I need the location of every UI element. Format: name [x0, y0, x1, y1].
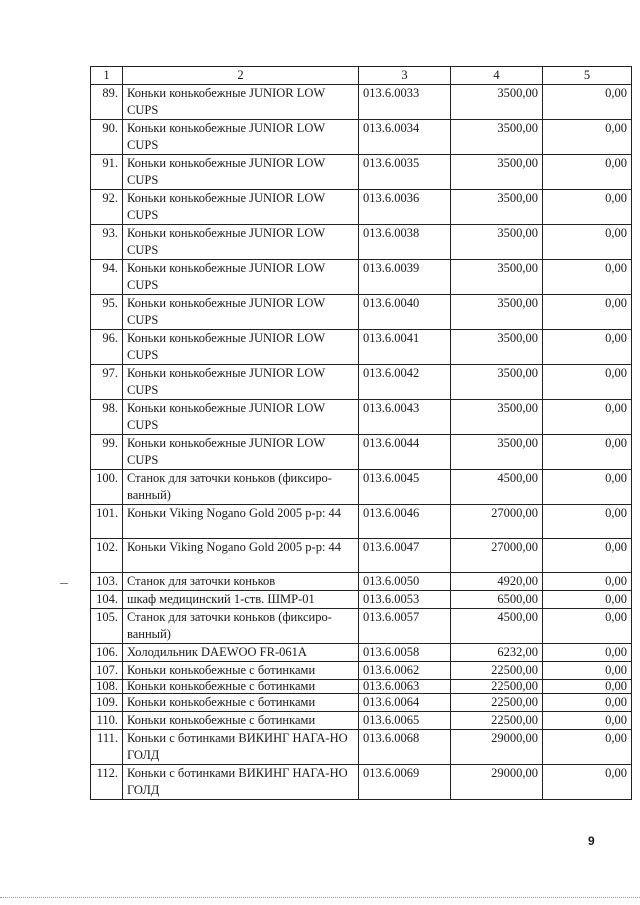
cost-cell: 3500,00 [451, 365, 543, 400]
item-name-cell: Коньки конькобежные JUNIOR LOW CUPS [123, 365, 359, 400]
item-name-cell: Коньки Viking Nogano Gold 2005 р-р: 44 [123, 505, 359, 539]
cost-cell: 27000,00 [451, 539, 543, 573]
table-row [91, 505, 632, 539]
header-col-3: 3 [359, 67, 451, 85]
header-col-4: 4 [451, 67, 543, 85]
item-name-cell: Коньки конькобежные JUNIOR LOW CUPS [123, 155, 359, 190]
inventory-code-cell: 013.6.0057 [359, 609, 451, 644]
inventory-code-cell: 013.6.0043 [359, 400, 451, 435]
table-row [91, 609, 632, 644]
table-row [91, 680, 632, 694]
inventory-code-cell: 013.6.0035 [359, 155, 451, 190]
table-row [91, 730, 632, 765]
row-number-cell: 105. [91, 609, 123, 644]
row-number-cell: 103. [91, 573, 123, 591]
cost-cell: 4500,00 [451, 609, 543, 644]
inventory-code-cell: 013.6.0033 [359, 85, 451, 120]
residual-value-cell: 0,00 [543, 190, 632, 225]
table-row [91, 365, 632, 400]
item-name-cell: Коньки конькобежные JUNIOR LOW CUPS [123, 400, 359, 435]
cost-cell: 22500,00 [451, 662, 543, 680]
cost-cell: 29000,00 [451, 765, 543, 800]
table-row [91, 85, 632, 120]
item-name-cell: Коньки конькобежные с ботинками [123, 680, 359, 694]
row-number-cell: 108. [91, 680, 123, 694]
footer-rule [0, 897, 640, 898]
row-number-cell: 98. [91, 400, 123, 435]
residual-value-cell: 0,00 [543, 730, 632, 765]
residual-value-cell: 0,00 [543, 539, 632, 573]
residual-value-cell: 0,00 [543, 694, 632, 712]
row-number-cell: 91. [91, 155, 123, 190]
inventory-code-cell: 013.6.0063 [359, 680, 451, 694]
cost-cell: 4500,00 [451, 470, 543, 505]
inventory-code-cell: 013.6.0045 [359, 470, 451, 505]
residual-value-cell: 0,00 [543, 365, 632, 400]
cost-cell: 3500,00 [451, 120, 543, 155]
header-col-1: 1 [91, 67, 123, 85]
row-number-cell: 93. [91, 225, 123, 260]
item-name-cell: Станок для заточки коньков (фиксиро-ванный) [123, 470, 359, 505]
table-row [91, 225, 632, 260]
residual-value-cell: 0,00 [543, 662, 632, 680]
item-name-cell: Коньки конькобежные JUNIOR LOW CUPS [123, 120, 359, 155]
item-name-cell: Коньки конькобежные JUNIOR LOW CUPS [123, 225, 359, 260]
cost-cell: 6232,00 [451, 644, 543, 662]
residual-value-cell: 0,00 [543, 591, 632, 609]
item-name-cell: Коньки конькобежные с ботинками [123, 712, 359, 730]
row-number-cell: 97. [91, 365, 123, 400]
table-row [91, 662, 632, 680]
cost-cell: 6500,00 [451, 591, 543, 609]
residual-value-cell: 0,00 [543, 712, 632, 730]
item-name-cell: Коньки Viking Nogano Gold 2005 р-р: 44 [123, 539, 359, 573]
cost-cell: 27000,00 [451, 505, 543, 539]
cost-cell: 3500,00 [451, 225, 543, 260]
row-number-cell: 99. [91, 435, 123, 470]
residual-value-cell: 0,00 [543, 225, 632, 260]
cost-cell: 4920,00 [451, 573, 543, 591]
row-number-cell: 112. [91, 765, 123, 800]
row-number-cell: 92. [91, 190, 123, 225]
item-name-cell: Станок для заточки коньков (фиксиро-ванный) [123, 609, 359, 644]
row-number-cell: 89. [91, 85, 123, 120]
residual-value-cell: 0,00 [543, 680, 632, 694]
row-number-cell: 102. [91, 539, 123, 573]
table-body [91, 85, 632, 800]
table-row [91, 573, 632, 591]
inventory-code-cell: 013.6.0040 [359, 295, 451, 330]
inventory-code-cell: 013.6.0047 [359, 539, 451, 573]
row-number-cell: 100. [91, 470, 123, 505]
row-number-cell: 104. [91, 591, 123, 609]
item-name-cell: Коньки конькобежные JUNIOR LOW CUPS [123, 435, 359, 470]
residual-value-cell: 0,00 [543, 155, 632, 190]
inventory-code-cell: 013.6.0044 [359, 435, 451, 470]
table-row [91, 435, 632, 470]
cost-cell: 3500,00 [451, 155, 543, 190]
margin-mark [60, 583, 68, 584]
cost-cell: 3500,00 [451, 400, 543, 435]
cost-cell: 29000,00 [451, 730, 543, 765]
inventory-code-cell: 013.6.0034 [359, 120, 451, 155]
inventory-code-cell: 013.6.0046 [359, 505, 451, 539]
item-name-cell: Коньки с ботинками ВИКИНГ НАГА-НО ГОЛД [123, 765, 359, 800]
inventory-code-cell: 013.6.0062 [359, 662, 451, 680]
residual-value-cell: 0,00 [543, 295, 632, 330]
table-row [91, 765, 632, 800]
item-name-cell: Коньки конькобежные JUNIOR LOW CUPS [123, 330, 359, 365]
inventory-code-cell: 013.6.0058 [359, 644, 451, 662]
inventory-code-cell: 013.6.0068 [359, 730, 451, 765]
residual-value-cell: 0,00 [543, 609, 632, 644]
item-name-cell: Коньки конькобежные JUNIOR LOW CUPS [123, 260, 359, 295]
item-name-cell: Станок для заточки коньков [123, 573, 359, 591]
residual-value-cell: 0,00 [543, 505, 632, 539]
inventory-code-cell: 013.6.0069 [359, 765, 451, 800]
inventory-code-cell: 013.6.0039 [359, 260, 451, 295]
cost-cell: 3500,00 [451, 190, 543, 225]
table-row [91, 400, 632, 435]
inventory-code-cell: 013.6.0036 [359, 190, 451, 225]
inventory-code-cell: 013.6.0053 [359, 591, 451, 609]
item-name-cell: Коньки конькобежные с ботинками [123, 694, 359, 712]
cost-cell: 3500,00 [451, 295, 543, 330]
inventory-table [90, 66, 632, 800]
item-name-cell: Коньки конькобежные с ботинками [123, 662, 359, 680]
inventory-code-cell: 013.6.0064 [359, 694, 451, 712]
row-number-cell: 101. [91, 505, 123, 539]
item-name-cell: Коньки конькобежные JUNIOR LOW CUPS [123, 190, 359, 225]
item-name-cell: Коньки конькобежные JUNIOR LOW CUPS [123, 295, 359, 330]
row-number-cell: 106. [91, 644, 123, 662]
residual-value-cell: 0,00 [543, 400, 632, 435]
table-row [91, 330, 632, 365]
table-row [91, 694, 632, 712]
cost-cell: 22500,00 [451, 694, 543, 712]
row-number-cell: 110. [91, 712, 123, 730]
residual-value-cell: 0,00 [543, 470, 632, 505]
residual-value-cell: 0,00 [543, 260, 632, 295]
row-number-cell: 95. [91, 295, 123, 330]
item-name-cell: Коньки с ботинками ВИКИНГ НАГА-НО ГОЛД [123, 730, 359, 765]
page-number: 9 [588, 834, 595, 848]
row-number-cell: 107. [91, 662, 123, 680]
header-col-5: 5 [543, 67, 632, 85]
table-row [91, 260, 632, 295]
inventory-code-cell: 013.6.0065 [359, 712, 451, 730]
row-number-cell: 111. [91, 730, 123, 765]
row-number-cell: 96. [91, 330, 123, 365]
table-header-row [91, 67, 632, 85]
cost-cell: 22500,00 [451, 712, 543, 730]
cost-cell: 3500,00 [451, 260, 543, 295]
inventory-code-cell: 013.6.0050 [359, 573, 451, 591]
cost-cell: 22500,00 [451, 680, 543, 694]
residual-value-cell: 0,00 [543, 644, 632, 662]
table-row [91, 155, 632, 190]
row-number-cell: 109. [91, 694, 123, 712]
cost-cell: 3500,00 [451, 435, 543, 470]
cost-cell: 3500,00 [451, 85, 543, 120]
table-row [91, 591, 632, 609]
inventory-code-cell: 013.6.0042 [359, 365, 451, 400]
header-col-2: 2 [123, 67, 359, 85]
row-number-cell: 90. [91, 120, 123, 155]
table-row [91, 539, 632, 573]
table-row [91, 644, 632, 662]
item-name-cell: шкаф медицинский 1-ств. ШМР-01 [123, 591, 359, 609]
residual-value-cell: 0,00 [543, 330, 632, 365]
cost-cell: 3500,00 [451, 330, 543, 365]
item-name-cell: Коньки конькобежные JUNIOR LOW CUPS [123, 85, 359, 120]
table-row [91, 295, 632, 330]
table-row [91, 712, 632, 730]
residual-value-cell: 0,00 [543, 120, 632, 155]
residual-value-cell: 0,00 [543, 765, 632, 800]
residual-value-cell: 0,00 [543, 85, 632, 120]
residual-value-cell: 0,00 [543, 573, 632, 591]
table-row [91, 190, 632, 225]
inventory-code-cell: 013.6.0038 [359, 225, 451, 260]
residual-value-cell: 0,00 [543, 435, 632, 470]
table-row [91, 120, 632, 155]
table-row [91, 470, 632, 505]
inventory-code-cell: 013.6.0041 [359, 330, 451, 365]
row-number-cell: 94. [91, 260, 123, 295]
item-name-cell: Холодильник DAEWOO FR-061A [123, 644, 359, 662]
